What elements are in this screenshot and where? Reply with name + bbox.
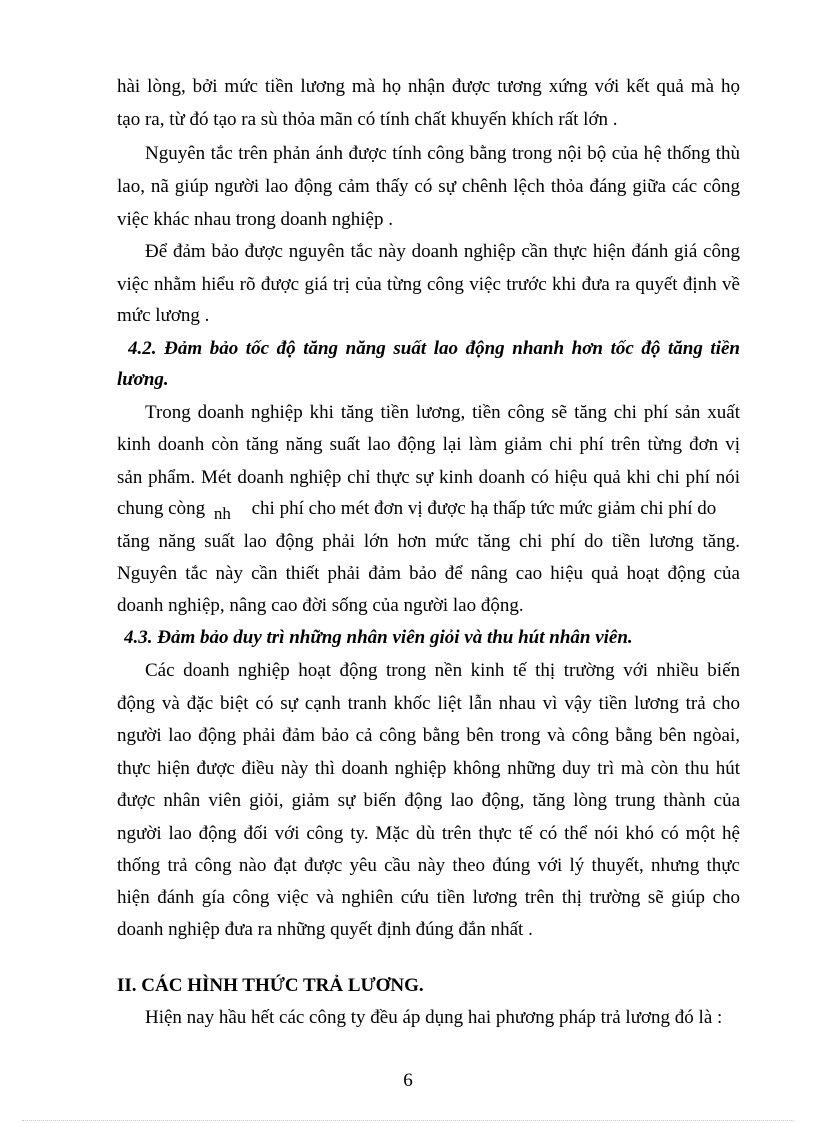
paragraph-line: người lao động phải đảm bảo cả công bằng bên trong và công bằng bên ngòai, <box>117 725 740 746</box>
paragraph-line: việc khác nhau trong doanh nghiệp . <box>117 209 393 230</box>
paragraph-line: Các doanh nghiệp hoạt động trong nền kinh tế thị trường với nhiều biến <box>145 660 740 681</box>
paragraph-line <box>117 497 740 521</box>
paragraph-line: lao, nã giúp người lao động cảm thấy có sự chênh lệch thỏa đáng giữa các công <box>117 176 740 197</box>
paragraph-line: hài lòng, bởi mức tiền lương mà họ nhận được tương xứng với kết quả mà họ <box>117 76 740 97</box>
paragraph-line: được nhân viên giỏi, giảm sự biến động lao động, tăng lòng trung thành của <box>117 790 740 811</box>
paragraph-line: thống trả công nào đạt được yêu cầu này theo đúng với lý thuyết, nhưng thực <box>117 855 740 876</box>
paragraph-line: tăng năng suất lao động phải lớn hơn mức tăng chi phí do tiền lương tăng. <box>117 531 740 552</box>
paragraph-line: doanh nghiệp đưa ra những quyết định đúng đắn nhất . <box>117 919 533 940</box>
page-border-dotted <box>22 1120 794 1121</box>
paragraph-line: Trong doanh nghiệp khi tăng tiền lương, tiền công sẽ tăng chi phí sản xuất <box>145 402 740 423</box>
paragraph-line: hiện đánh gía công việc và nghiên cứu tiền lương trên thị trường sẽ giúp cho <box>117 887 740 908</box>
subsection-heading-4-2: 4.2. Đảm bảo tốc độ tăng năng suất lao động nhanh hơn tốc độ tăng tiền <box>128 338 740 359</box>
paragraph-line: Nguyên tắc trên phản ánh được tính công bằng trong nội bộ của hệ thống thù <box>145 143 740 164</box>
paragraph-line: việc nhằm hiểu rõ được giá trị của từng công việc trước khi đưa ra quyết định về <box>117 274 740 295</box>
paragraph-line: sản phẩm. Mét doanh nghiệp chỉ thực sự kinh doanh có hiệu quả khi chi phí nói <box>117 467 740 488</box>
text-fragment: chung còng <box>117 498 206 519</box>
paragraph-line: kinh doanh còn tăng năng suất lao động lại làm giảm chi phí trên từng đơn vị <box>117 434 740 455</box>
subsection-heading-4-3: 4.3. Đảm bảo duy trì những nhân viên giỏi và thu hút nhân viên. <box>124 627 633 648</box>
paragraph-line: mức lương . <box>117 305 210 326</box>
paragraph-line: thực hiện được điều này thì doanh nghiệp không những duy trì mà còn thu hút <box>117 758 740 779</box>
text-fragment-subscript: nh <box>213 504 231 521</box>
paragraph-line: người lao động đối với công ty. Mặc dù trên thực tế có thể nói khó có một hệ <box>117 823 740 844</box>
paragraph-line: Hiện nay hầu hết các công ty đều áp dụng hai phương pháp trả lương đó là : <box>145 1007 723 1028</box>
paragraph-line: Để đảm bảo được nguyên tắc này doanh nghiệp cần thực hiện đánh giá công <box>145 241 740 262</box>
paragraph-line: động và đặc biệt có sự cạnh tranh khốc liệt lẫn nhau vì vậy tiền lương trả cho <box>117 693 740 714</box>
subsection-heading-4-2-cont: lương. <box>117 369 169 390</box>
page-number: 6 <box>403 1070 413 1091</box>
text-fragment: chi phí cho mét đơn vị được hạ thấp tức mức giảm chi phí do <box>251 498 717 519</box>
section-heading-ii: II. CÁC HÌNH THỨC TRẢ LƯƠNG. <box>117 975 424 996</box>
paragraph-line: Nguyên tắc này cần thiết phải đảm bảo để nâng cao hiệu quả hoạt động của <box>117 563 740 584</box>
paragraph-line: doanh nghiệp, nâng cao đời sống của người lao động. <box>117 595 524 616</box>
paragraph-line: tạo ra, từ đó tạo ra sù thỏa mãn có tính chất khuyến khích rất lớn . <box>117 109 618 130</box>
